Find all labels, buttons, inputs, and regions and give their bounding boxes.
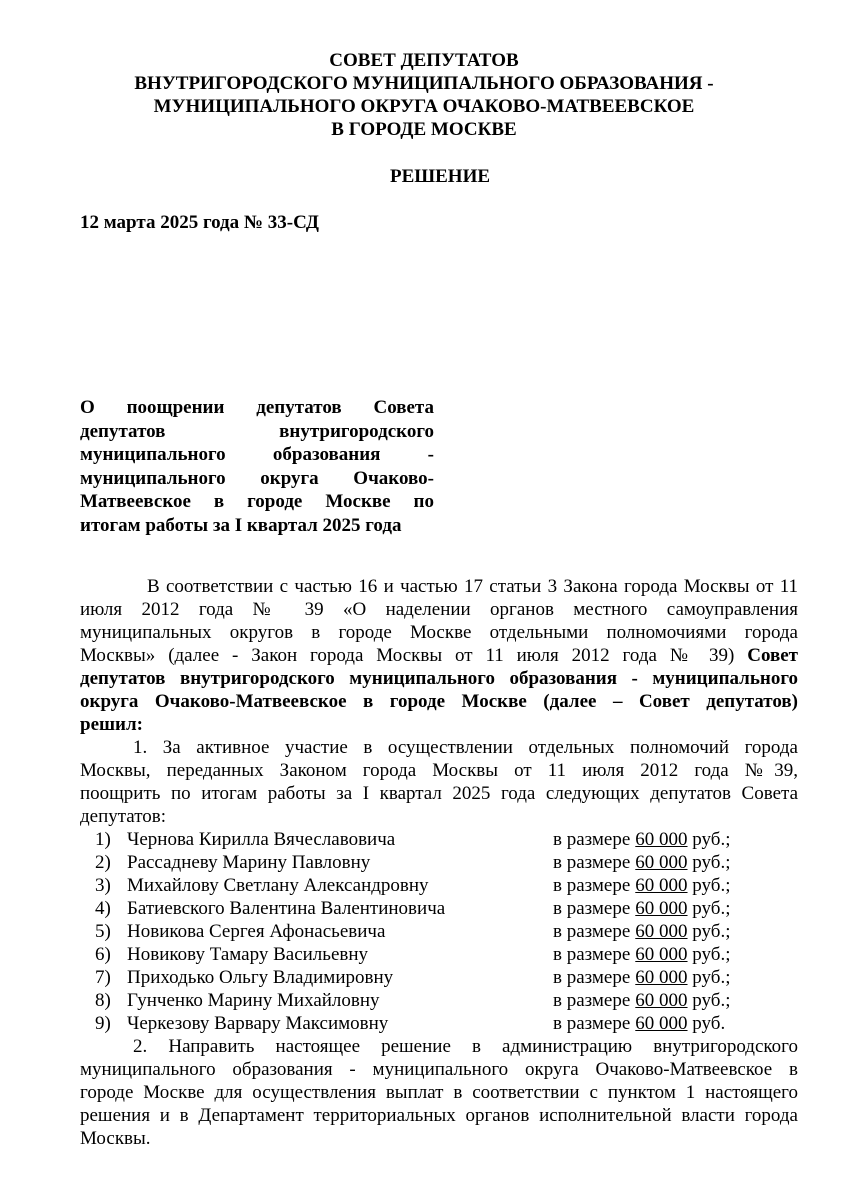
subject-line: О поощрении депутатов Совета: [80, 397, 434, 418]
subject-line: итогам работы за I квартал 2025 года: [80, 514, 402, 536]
municipality-line-1: ВНУТРИГОРОДСКОГО МУНИЦИПАЛЬНОГО ОБРАЗОВАНИЯ -: [134, 73, 714, 94]
list-item: [80, 920, 798, 943]
item-number: 5): [95, 921, 111, 942]
document-type: РЕШЕНИЕ: [389, 166, 491, 187]
amount-prefix: в размере: [553, 921, 631, 942]
preamble-line: муниципальных округов в городе Москве отдельными полномочиями города: [80, 622, 798, 643]
amount-suffix: руб.;: [692, 898, 731, 919]
subject-line: муниципального округа Очаково-: [80, 467, 434, 489]
list-item: [80, 874, 798, 897]
amount-suffix: руб.;: [692, 829, 731, 850]
award-amount: [553, 1012, 725, 1035]
item-2-paragraph: [80, 1035, 798, 1150]
amount-prefix: в размере: [553, 967, 631, 988]
item-number: 6): [95, 944, 111, 965]
amount-value: 60 000: [635, 898, 688, 919]
item-1-line: 1. За активное участие в осуществлении отдельных полномочий города: [133, 737, 798, 758]
list-item: [80, 828, 798, 851]
amount-value: 60 000: [635, 990, 688, 1011]
amount-value: 60 000: [635, 944, 688, 965]
deputy-name: Гунченко Марину Михайловну: [127, 990, 380, 1011]
council-bold-text: Совет: [747, 645, 799, 666]
amount-value: 60 000: [635, 852, 688, 873]
award-amount: [553, 874, 730, 897]
award-amount: [553, 989, 730, 1012]
amount-value: 60 000: [635, 829, 688, 850]
decision-subject: [80, 396, 434, 537]
amount-suffix: руб.;: [692, 921, 731, 942]
item-2-line: 2. Направить настоящее решение в администрацию внутригородского: [133, 1036, 798, 1057]
item-number: 2): [95, 852, 111, 873]
amount-suffix: руб.;: [692, 990, 731, 1011]
deputy-name: Рассадневу Марину Павловну: [127, 852, 371, 873]
deputy-name: Новикову Тамару Васильевну: [127, 944, 369, 965]
item-1-line: Москвы, переданных Законом города Москвы от 11 июля 2012 года №39,: [80, 760, 798, 781]
document-header: [0, 49, 848, 141]
award-amount: [553, 897, 730, 920]
municipality-line-2: МУНИЦИПАЛЬНОГО ОКРУГА ОЧАКОВО-МАТВЕЕВСКОЕ: [153, 96, 695, 117]
council-title: СОВЕТ ДЕПУТАТОВ: [329, 50, 519, 71]
subject-line: муниципального образования -: [80, 444, 434, 465]
preamble-line-text: Москвы» (далее - Закон города Москвы от 11 июля 2012 года № 39): [80, 645, 735, 666]
item-1-paragraph: [80, 736, 798, 828]
amount-prefix: в размере: [553, 852, 631, 873]
resolved-label: решил:: [80, 714, 143, 735]
list-item: [80, 943, 798, 966]
deputy-name: Батиевского Валентина Валентиновича: [127, 898, 446, 919]
item-number: 1): [95, 829, 111, 850]
deputy-name: Чернова Кирилла Вячеславовича: [127, 829, 396, 850]
deputy-name: Михайлову Светлану Александровну: [127, 875, 429, 896]
item-number: 8): [95, 990, 111, 1011]
amount-suffix: руб.;: [692, 875, 731, 896]
list-item: [80, 966, 798, 989]
preamble-line: июля 2012 года № 39 «О наделении органов местного самоуправления: [80, 599, 798, 620]
item-1-line: депутатов:: [80, 806, 167, 827]
award-amount: [553, 943, 730, 966]
deputy-name: Новикова Сергея Афонасьевича: [127, 921, 386, 942]
subject-line: Матвеевское в городе Москве по: [80, 491, 434, 512]
item-number: 3): [95, 875, 111, 896]
preamble-line: [80, 644, 798, 667]
preamble-paragraph: [80, 575, 798, 736]
amount-suffix: руб.;: [692, 852, 731, 873]
item-number: 9): [95, 1013, 111, 1034]
amount-value: 60 000: [635, 1013, 688, 1034]
municipality-line-3: В ГОРОДЕ МОСКВЕ: [331, 119, 517, 140]
amount-suffix: руб.;: [692, 967, 731, 988]
amount-prefix: в размере: [553, 875, 631, 896]
item-2-line: решения и в Департамент территориальных органов исполнительной власти города: [80, 1105, 798, 1126]
item-2-line: городе Москве для осуществления выплат в соответствии с пунктом 1 настоящего: [80, 1082, 798, 1103]
amount-suffix: руб.;: [692, 944, 731, 965]
amount-value: 60 000: [635, 967, 688, 988]
list-item: [80, 1012, 798, 1035]
preamble-line: депутатов внутригородского муниципального образования - муниципального: [80, 668, 798, 689]
list-item: [80, 897, 798, 920]
amount-prefix: в размере: [553, 898, 631, 919]
list-item: [80, 851, 798, 874]
amount-suffix: руб.: [692, 1013, 726, 1034]
award-amount: [553, 828, 730, 851]
award-amount: [553, 851, 730, 874]
amount-value: 60 000: [635, 921, 688, 942]
preamble-line: В соответствии с частью 16 и частью 17 статьи 3 Закона города Москвы от 11: [147, 576, 798, 597]
item-number: 7): [95, 967, 111, 988]
amount-prefix: в размере: [553, 1013, 631, 1034]
list-item: [80, 989, 798, 1012]
item-number: 4): [95, 898, 111, 919]
award-amount: [553, 966, 730, 989]
item-1-line: поощрить по итогам работы за I квартал 2025 года следующих депутатов Совета: [80, 783, 798, 804]
preamble-line: округа Очаково-Матвеевское в городе Москве (далее – Совет депутатов): [80, 691, 798, 712]
subject-line: депутатов внутригородского: [80, 420, 434, 442]
item-2-line: Москвы.: [80, 1128, 151, 1149]
deputy-name: Приходько Ольгу Владимировну: [127, 967, 394, 988]
document-body: [80, 575, 798, 1150]
award-amount: [553, 920, 730, 943]
amount-prefix: в размере: [553, 829, 631, 850]
amount-prefix: в размере: [553, 944, 631, 965]
item-2-line: муниципального образования - муниципального округа Очаково-Матвеевское в: [80, 1059, 798, 1080]
decision-date-number: 12 марта 2025 года № 33-СД: [80, 212, 319, 233]
amount-prefix: в размере: [553, 990, 631, 1011]
recipients-list: [80, 828, 798, 1035]
deputy-name: Черкезову Варвару Максимовну: [127, 1013, 389, 1034]
amount-value: 60 000: [635, 875, 688, 896]
